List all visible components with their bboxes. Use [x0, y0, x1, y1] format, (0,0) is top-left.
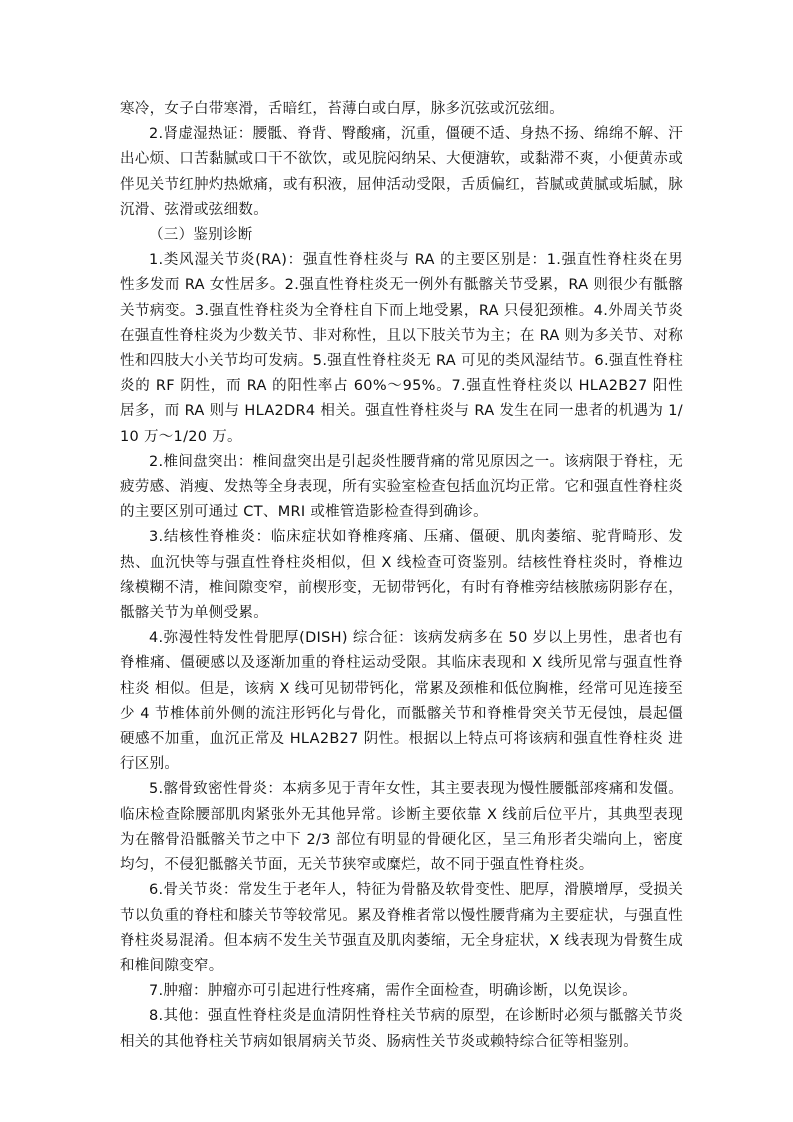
- paragraph-other: 8.其他：强直性脊柱炎是血清阴性脊柱关节病的原型，在诊断时必须与骶髂关节炎相关的其他脊柱关节病如银屑病关节炎、肠病性关节炎或赖特综合征等相鉴别。: [120, 1008, 683, 1050]
- section-heading-differential-diagnosis: （三）鉴别诊断: [149, 227, 253, 244]
- paragraph-rheumatoid-arthritis: 1.类风湿关节炎(RA)：强直性脊柱炎与 RA 的主要区别是：1.强直性脊柱炎在男性多发而 RA 女性居多。2.强直性脊柱炎无一例外有骶髂关节受累，RA 则很少有骶髂关节病变。3.强直性脊柱炎为全脊柱自下而上地受累，RA 只侵犯颈椎。4.外周关节炎在强直性脊柱炎为少数关节、非对称性，且以下肢关节为主；在 RA 则为多关节、对称性和四肢大小关节均可发病。5.强直性脊柱炎无 RA 可见的类风湿结节。6.强直性脊柱炎的 RF 阴性，而 RA 的阳性率占 60%～95%。7.强直性脊柱炎以 HLA2B27 阳性居多，而 RA 则与 HLA2DR4 相关。强直性脊柱炎与 RA 发生在同一患者的机遇为 1/10 万～1/20 万。: [120, 252, 683, 445]
- paragraph-continuation: 寒冷，女子白带寒滑，舌暗红，苔薄白或白厚，脉多沉弦或沉弦细。: [120, 101, 564, 117]
- paragraph-kidney-deficiency-damp-heat: 2.肾虚湿热证：腰骶、脊背、臀酸痛，沉重，僵硬不适、身热不扬、绵绵不解、汗出心烦、口苦黏腻或口干不欲饮，或见脘闷纳呆、大便溏软，或黏滞不爽，小便黄赤或伴见关节红肿灼热焮痛，或有积液，屈伸活动受限，舌质偏红，苔腻或黄腻或垢腻，脉沉滑、弦滑或弦细数。: [120, 126, 683, 218]
- paragraph-tuberculous-spondylitis: 3.结核性脊椎炎：临床症状如脊椎疼痛、压痛、僵硬、肌肉萎缩、驼背畸形、发热、血沉快等与强直性脊柱炎相似，但 X 线检查可资鉴别。结核性脊柱炎时，脊椎边缘模糊不清，椎间隙变窄，前楔形变，无韧带钙化，有时有脊椎旁结核脓疡阴影存在，骶髂关节为单侧受累。: [120, 529, 683, 622]
- paragraph-osteitis-condensans-ilii: 5.髂骨致密性骨炎：本病多见于青年女性，其主要表现为慢性腰骶部疼痛和发僵。临床检查除腰部肌肉紧张外无其他异常。诊断主要依靠 X 线前后位平片，其典型表现为在髂骨沿骶髂关节之中下 2/3 部位有明显的骨硬化区，呈三角形者尖端向上，密度均匀，不侵犯骶髂关节面，无关节狭窄或糜烂，故不同于强直性脊柱炎。: [120, 781, 683, 874]
- paragraph-disc-herniation: 2.椎间盘突出：椎间盘突出是引起炎性腰背痛的常见原因之一。该病限于脊柱，无疲劳感、消瘦、发热等全身表现，所有实验室检查包括血沉均正常。它和强直性脊柱炎 的主要区别可通过 CT、MRI 或椎管造影检查得到确诊。: [120, 453, 683, 521]
- paragraph-dish-syndrome: 4.弥漫性特发性骨肥厚(DISH) 综合征：该病发病多在 50 岁以上男性，患者也有脊椎痛、僵硬感以及逐渐加重的脊柱运动受限。其临床表现和 X 线所见常与强直性脊柱炎 相似。但是，该病 X 线可见韧带钙化，常累及颈椎和低位胸椎，经常可见连接至少 4 节椎体前外侧的流注形钙化与骨化，而骶髂关节和脊椎骨突关节无侵蚀，晨起僵硬感不加重，血沉正常及 HLA2B27 阴性。根据以上特点可将该病和强直性脊柱炎 进行区别。: [120, 630, 683, 773]
- paragraph-osteoarthritis: 6.骨关节炎：常发生于老年人，特征为骨骼及软骨变性、肥厚，滑膜增厚，受损关节以负重的脊柱和膝关节等较常见。累及脊椎者常以慢性腰背痛为主要症状，与强直性脊柱炎易混淆。但本病不发生关节强直及肌肉萎缩，无全身症状，X 线表现为骨赘生成和椎间隙变窄。: [120, 882, 683, 974]
- paragraph-tumor: 7.肿瘤：肿瘤亦可引起进行性疼痛，需作全面检查，明确诊断，以免误诊。: [149, 983, 638, 1000]
